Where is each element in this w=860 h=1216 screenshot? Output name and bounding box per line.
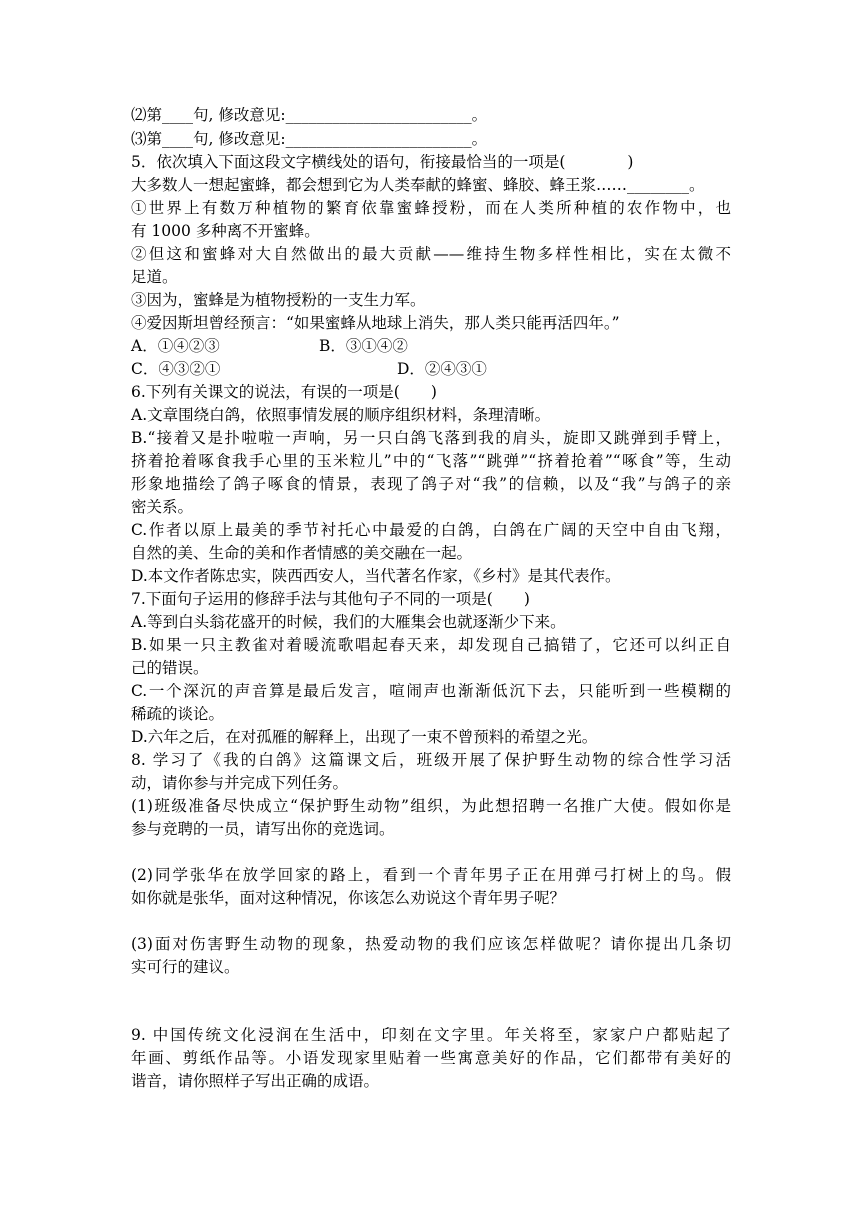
q8-task-2: (2)同学张华在放学回家的路上，看到一个青年男子正在用弹弓打树上的鸟。假 <box>131 866 731 884</box>
q7-option-c-cont: 稀疏的谈论。 <box>131 705 225 723</box>
q6-option-b-cont-3: 密关系。 <box>131 498 194 516</box>
question-5-stem: 大多数人一想起蜜蜂，都会想到它为人类奉献的蜂蜜、蜂胶、蜂王浆……________。 <box>131 176 705 194</box>
q5-options-row-2 <box>131 358 731 380</box>
q8-task-3-cont: 实可行的建议。 <box>131 958 240 976</box>
q8-task-1-cont: 参与竞聘的一员，请写出你的竞选词。 <box>131 820 395 838</box>
q5-sentence-1: ①世界上有数万种植物的繁育依靠蜜蜂授粉，而在人类所种植的农作物中，也 <box>131 199 731 217</box>
q5-options-row-1 <box>131 335 731 357</box>
q5-sentence-1-cont: 有 1000 多种离不开蜜蜂。 <box>131 222 320 240</box>
q7-option-b: B.如果一只主教雀对着暖流歌唱起春天来，却发现自己搞错了，它还可以纠正自 <box>131 636 731 654</box>
question-8-title: 8. 学习了《我的白鸽》这篇课文后，班级开展了保护野生动物的综合性学习活 <box>131 751 731 769</box>
question-7-title: 7.下面句子运用的修辞手法与其他句子不同的一项是( ) <box>131 590 530 608</box>
q7-option-d: D.六年之后，在对孤雁的解释上，出现了一束不曾预料的希望之光。 <box>131 728 598 746</box>
q7-option-b-cont: 己的错误。 <box>131 659 209 677</box>
q7-option-a: A.等到白头翁花盛开的时候，我们的大雁集会也就逐渐少下来。 <box>131 613 566 631</box>
revision-line-2: ⑵第____句, 修改意见:________________________。 <box>131 106 488 124</box>
q6-option-c-cont: 自然的美、生命的美和作者情感的美交融在一起。 <box>131 544 473 562</box>
q5-sentence-2: ②但这和蜜蜂对大自然做出的最大贡献——维持生物多样性相比，实在太微不 <box>131 245 731 263</box>
q5-option-d[interactable]: D．②④③① <box>397 360 487 378</box>
q6-option-a: A.文章围绕白鸽，依照事情发展的顺序组织材料，条理清晰。 <box>131 406 551 424</box>
q5-option-a[interactable]: A．①④②③ <box>131 337 220 355</box>
question-9-cont-2: 谐音，请你照样子写出正确的成语。 <box>131 1072 380 1090</box>
question-9-cont-1: 年画、剪纸作品等。小语发现家里贴着一些寓意美好的作品，它们都带有美好的 <box>131 1049 731 1067</box>
q5-option-c[interactable]: C．④③②① <box>131 360 221 378</box>
question-5-title: 5．依次填入下面这段文字横线处的语句，衔接最恰当的一项是( ) <box>131 153 634 171</box>
q6-option-d: D.本文作者陈忠实，陕西西安人，当代著名作家，《乡村》是其代表作。 <box>131 567 621 585</box>
q5-sentence-2-cont: 足道。 <box>131 268 178 286</box>
q6-option-b-cont-2: 形象地描绘了鸽子啄食的情景，表现了鸽子对“我”的信赖，以及“我”与鸽子的亲 <box>131 475 731 493</box>
q6-option-c: C.作者以原上最美的季节衬托心中最爱的白鸽，白鸽在广阔的天空中自由飞翔， <box>131 521 731 539</box>
q7-option-c: C.一个深沉的声音算是最后发言，喧闹声也渐渐低沉下去，只能听到一些模糊的 <box>131 682 731 700</box>
q8-task-3: (3)面对伤害野生动物的现象，热爱动物的我们应该怎样做呢？请你提出几条切 <box>131 935 731 953</box>
q8-task-2-cont: 如你就是张华，面对这种情况，你该怎么劝说这个青年男子呢？ <box>131 889 566 907</box>
revision-line-3: ⑶第____句, 修改意见:________________________。 <box>131 130 488 148</box>
q5-sentence-4: ④爱因斯坦曾经预言：“如果蜜蜂从地球上消失，那人类只能再活四年。” <box>131 314 620 332</box>
q5-option-b[interactable]: B．③①④② <box>319 337 408 355</box>
q8-task-1: (1)班级准备尽快成立“保护野生动物”组织，为此想招聘一名推广大使。假如你是 <box>131 797 731 815</box>
question-8-title-cont: 动，请你参与并完成下列任务。 <box>131 774 349 792</box>
q5-sentence-3: ③因为，蜜蜂是为植物授粉的一支生力军。 <box>131 291 426 309</box>
question-6-title: 6.下列有关课文的说法，有误的一项是( ) <box>131 383 437 401</box>
q6-option-b: B.“接着又是扑啦啦一声响，另一只白鸽飞落到我的肩头，旋即又跳弹到手臂上， <box>131 429 731 447</box>
q6-option-b-cont-1: 挤着抢着啄食我手心里的玉米粒儿”中的“飞落”“跳弹”“挤着抢着”“啄食”等，生动 <box>131 452 731 470</box>
question-9-title: 9. 中国传统文化浸润在生活中，印刻在文字里。年关将至，家家户户都贴起了 <box>131 1026 731 1044</box>
